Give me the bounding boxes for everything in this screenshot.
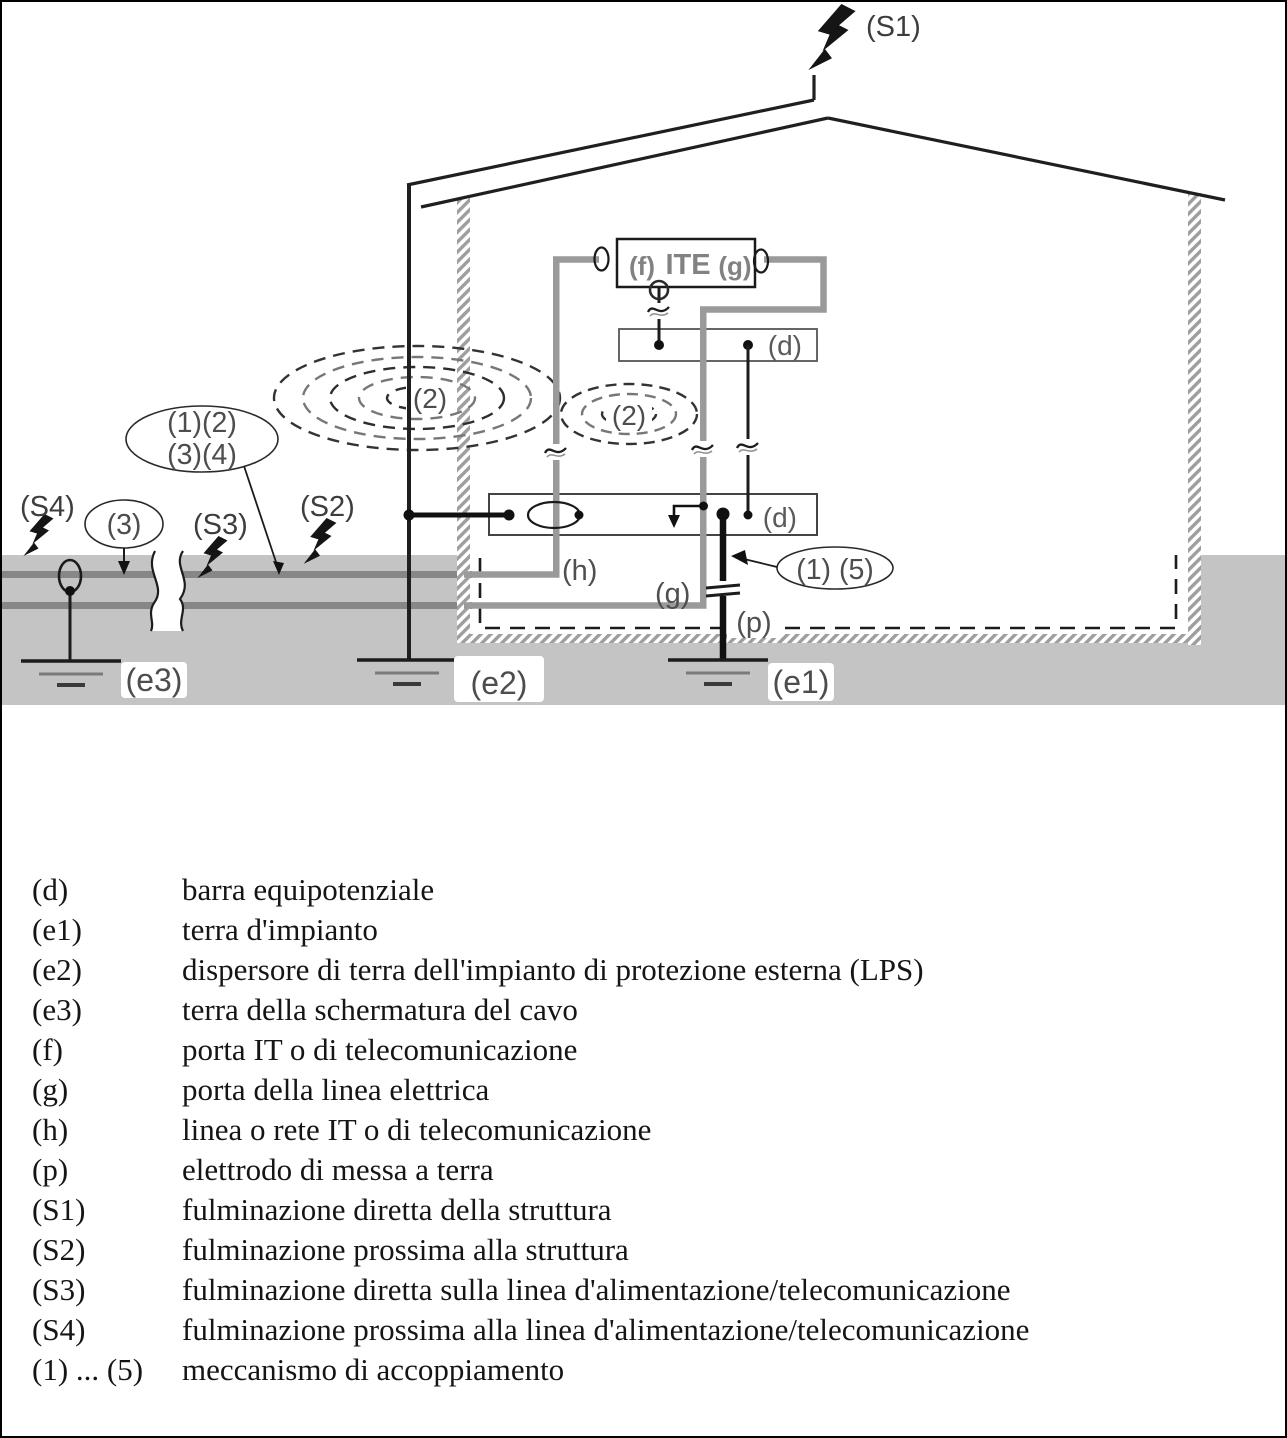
legend-row (32, 870, 1262, 910)
s4-label: (S4) (20, 491, 75, 523)
legend-row (32, 950, 1262, 990)
power-line-label: (g) (655, 578, 691, 610)
legend-term: (e2) (32, 952, 82, 987)
power-service-line (2, 602, 472, 609)
legend-row (32, 1230, 1262, 1270)
lightning-bolt-s1-icon (808, 4, 855, 70)
coupling-cloud (126, 406, 284, 575)
legend-desc: linea o rete IT o di telecomunicazione (182, 1112, 652, 1147)
legend-desc: elettrodo di messa a terra (182, 1152, 494, 1187)
legend-term: (S2) (32, 1232, 86, 1267)
ite-port-g-label: (g) (718, 251, 752, 281)
wire-break-icon (691, 441, 715, 457)
cloud-right-label: (1) (5) (796, 554, 874, 586)
legend-desc: meccanismo di accoppiamento (182, 1352, 565, 1387)
s3-label: (S3) (193, 509, 248, 541)
legend-desc: fulminazione prossima alla struttura (182, 1232, 629, 1267)
earth-e2-label: (e2) (470, 665, 528, 701)
legend-desc: porta IT o di telecomunicazione (182, 1032, 578, 1067)
electrode-label-group (727, 605, 781, 639)
ite-name-label: ITE (665, 249, 711, 281)
roof-and-lps (407, 75, 1225, 207)
wire-break-icon (544, 444, 568, 460)
floor-slab (457, 634, 1201, 643)
legend-row (32, 1270, 1262, 1310)
legend-desc: terra della schermatura del cavo (182, 992, 578, 1027)
legend-term: (S4) (32, 1312, 86, 1347)
ite-equipment (595, 239, 769, 287)
roof-right (828, 118, 1225, 200)
telecom-service-line (2, 571, 472, 578)
legend-row (32, 1350, 1262, 1390)
legend-term: (d) (32, 872, 69, 907)
legend-desc: porta della linea elettrica (182, 1072, 490, 1107)
ite-port-f-label: (f) (629, 251, 655, 281)
bubble-3-label: (3) (106, 509, 142, 541)
legend-desc: barra equipotenziale (182, 872, 435, 907)
bar-upper-label: (d) (767, 330, 802, 361)
legend-term: (e1) (32, 912, 82, 947)
legend-term: (h) (32, 1112, 69, 1147)
electrode-label: (p) (736, 607, 772, 639)
coupling-cloud-line2: (3)(4) (167, 439, 237, 471)
legend-term: (g) (32, 1072, 69, 1107)
legend-row (32, 1110, 1262, 1150)
legend-row (32, 1030, 1262, 1070)
bar-lower-label: (d) (762, 502, 797, 533)
legend-term: (S3) (32, 1272, 86, 1307)
earth-e3-label: (e3) (125, 662, 183, 698)
legend-desc: fulminazione diretta della struttura (182, 1192, 612, 1227)
legend-row (32, 1190, 1262, 1230)
legend-row (32, 910, 1262, 950)
legend-term: (f) (32, 1032, 63, 1067)
legend-desc: fulminazione prossima alla linea d'alimentazione/telecomunicazione (182, 1312, 1030, 1347)
legend-term: (p) (32, 1152, 69, 1187)
coupling-cloud-line1: (1)(2) (167, 407, 237, 439)
legend-desc: dispersore di terra dell'impianto di protezione esterna (LPS) (182, 952, 924, 987)
it-line-label: (h) (562, 555, 598, 587)
right-wall (1188, 193, 1201, 645)
legend-desc: terra d'impianto (182, 912, 378, 947)
legend-row (32, 1070, 1262, 1110)
legend (32, 870, 1262, 1390)
coil-large-label: (2) (412, 383, 448, 414)
legend-term: (1) ... (5) (32, 1352, 144, 1387)
wire-break-icon (647, 303, 671, 319)
lps-air-termination (407, 100, 814, 185)
legend-row (32, 1310, 1262, 1350)
legend-row (32, 990, 1262, 1030)
left-wall (457, 198, 470, 634)
legend-row (32, 1150, 1262, 1190)
lightning-protection-diagram (2, 2, 1287, 747)
coil-small-label: (2) (611, 400, 647, 431)
roof-left (421, 118, 828, 207)
legend-term: (e3) (32, 992, 82, 1027)
wire-break-icon (736, 439, 760, 455)
legend-term: (S1) (32, 1192, 86, 1227)
s2-label: (S2) (300, 491, 355, 523)
legend-desc: fulminazione diretta sulla linea d'alimentazione/telecomunicazione (182, 1272, 1011, 1307)
earth-e1-label: (e1) (772, 664, 830, 700)
s1-label: (S1) (866, 11, 921, 43)
